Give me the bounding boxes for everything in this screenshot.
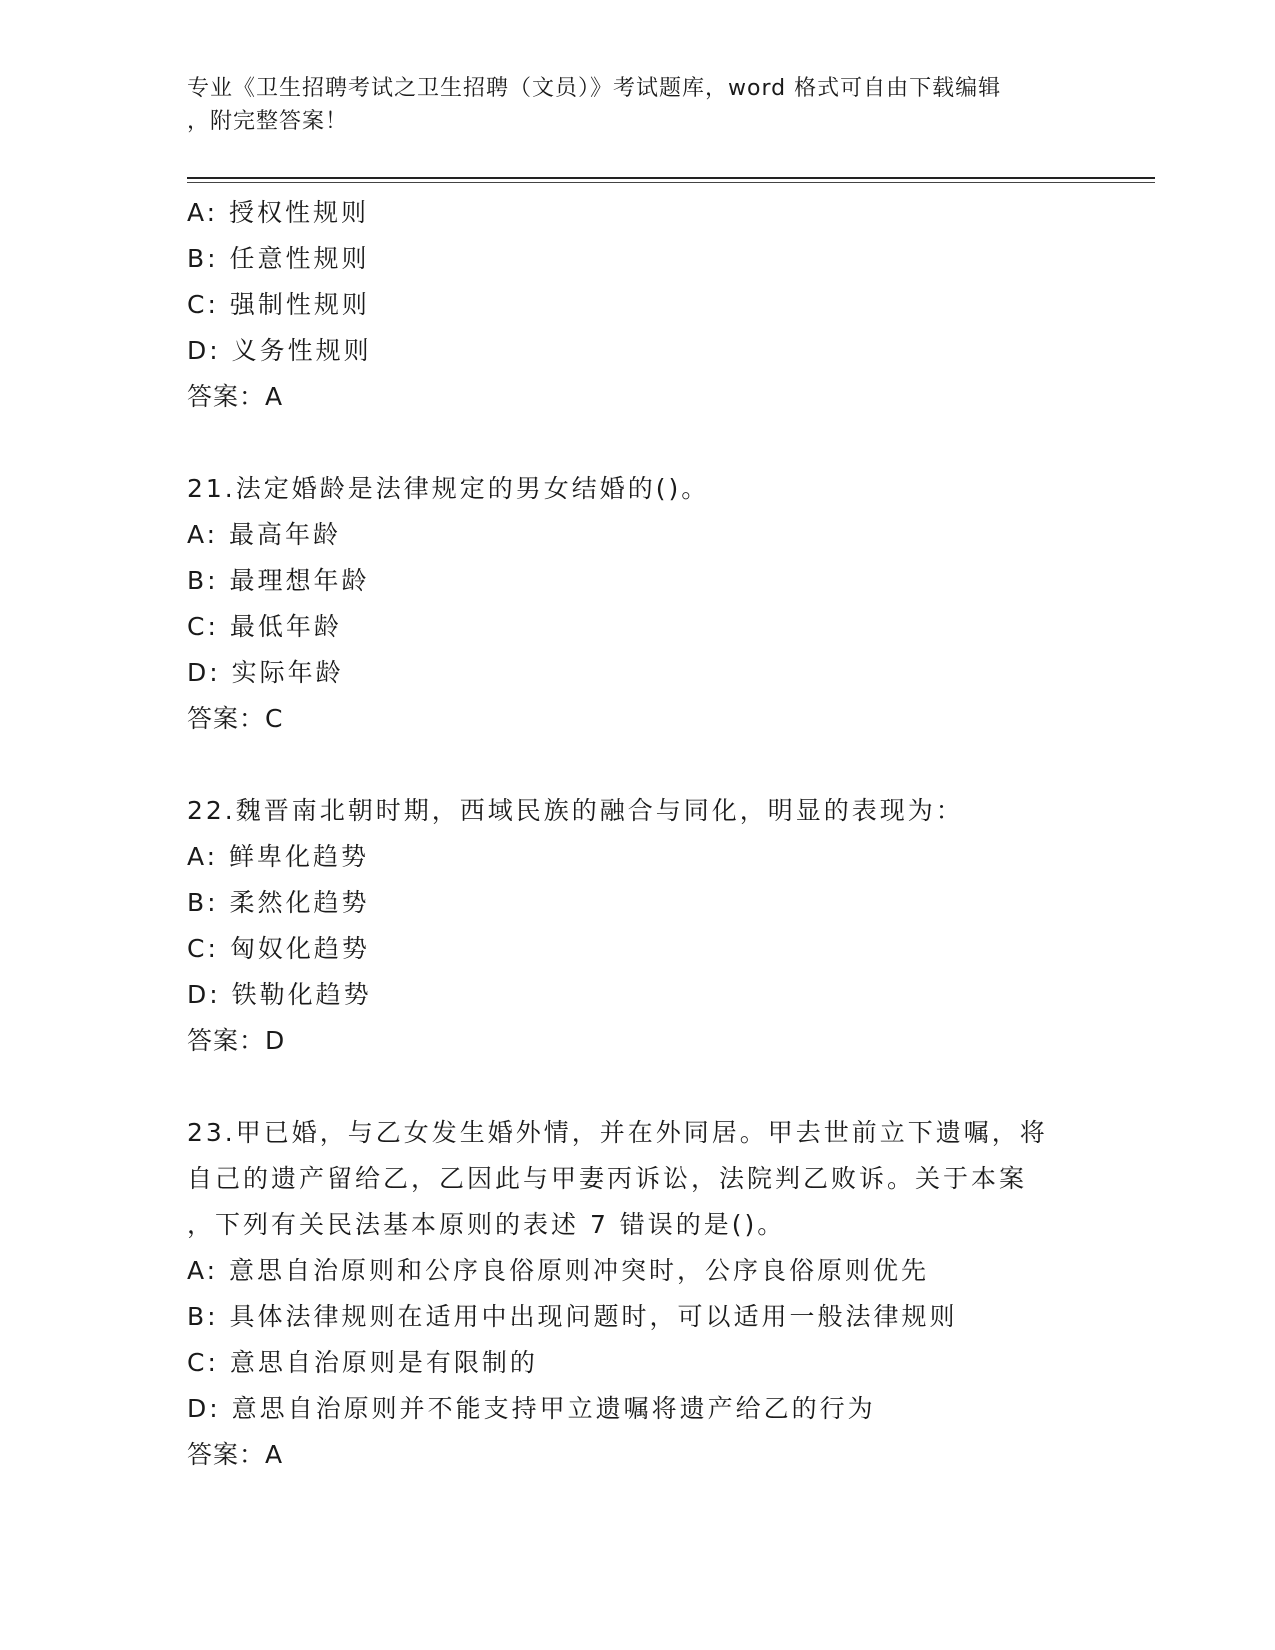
option-a: A: 意思自治原则和公序良俗原则冲突时，公序良俗原则优先 (187, 1256, 930, 1285)
option-c: C: 最低年龄 (187, 612, 342, 641)
question-20 (187, 190, 1087, 420)
header-line-2: ，附完整答案！ (187, 109, 349, 134)
answer: 答案：A (187, 1440, 284, 1469)
option-b: B: 具体法律规则在适用中出现问题时，可以适用一般法律规则 (187, 1302, 958, 1331)
question-text-line-3: ，下列有关民法基本原则的表述 7 错误的是()。 (187, 1210, 786, 1239)
answer: 答案：C (187, 704, 284, 733)
option-a: A: 鲜卑化趋势 (187, 842, 370, 871)
header-divider-thin (187, 182, 1155, 183)
header-line-1: 专业《卫生招聘考试之卫生招聘（文员）》考试题库，word 格式可自由下载编辑 (187, 76, 1002, 101)
answer: 答案：D (187, 1026, 286, 1055)
question-text-line-1: 23.甲已婚，与乙女发生婚外情，并在外同居。甲去世前立下遗嘱，将 (187, 1118, 1048, 1147)
option-c: C: 强制性规则 (187, 290, 370, 319)
question-23 (187, 1110, 1087, 1478)
question-21 (187, 466, 1087, 742)
spacer (187, 1064, 1087, 1110)
question-22 (187, 788, 1087, 1064)
spacer (187, 742, 1087, 788)
question-text: 21.法定婚龄是法律规定的男女结婚的()。 (187, 474, 710, 503)
option-d: D: 实际年龄 (187, 658, 344, 687)
question-text-line-2: 自己的遗产留给乙，乙因此与甲妻丙诉讼，法院判乙败诉。关于本案 (187, 1164, 1028, 1193)
header-divider-thick (187, 177, 1155, 179)
question-text: 22.魏晋南北朝时期，西域民族的融合与同化，明显的表现为： (187, 796, 964, 825)
option-a: A: 最高年龄 (187, 520, 342, 549)
option-b: B: 柔然化趋势 (187, 888, 370, 917)
option-b: B: 任意性规则 (187, 244, 370, 273)
document-header (187, 72, 1067, 138)
option-a: A: 授权性规则 (187, 198, 370, 227)
option-d: D: 铁勒化趋势 (187, 980, 372, 1009)
option-d: D: 义务性规则 (187, 336, 372, 365)
option-d: D: 意思自治原则并不能支持甲立遗嘱将遗产给乙的行为 (187, 1394, 876, 1423)
option-c: C: 意思自治原则是有限制的 (187, 1348, 538, 1377)
question-list (187, 190, 1087, 1478)
option-c: C: 匈奴化趋势 (187, 934, 370, 963)
option-b: B: 最理想年龄 (187, 566, 370, 595)
answer: 答案：A (187, 382, 284, 411)
spacer (187, 420, 1087, 466)
